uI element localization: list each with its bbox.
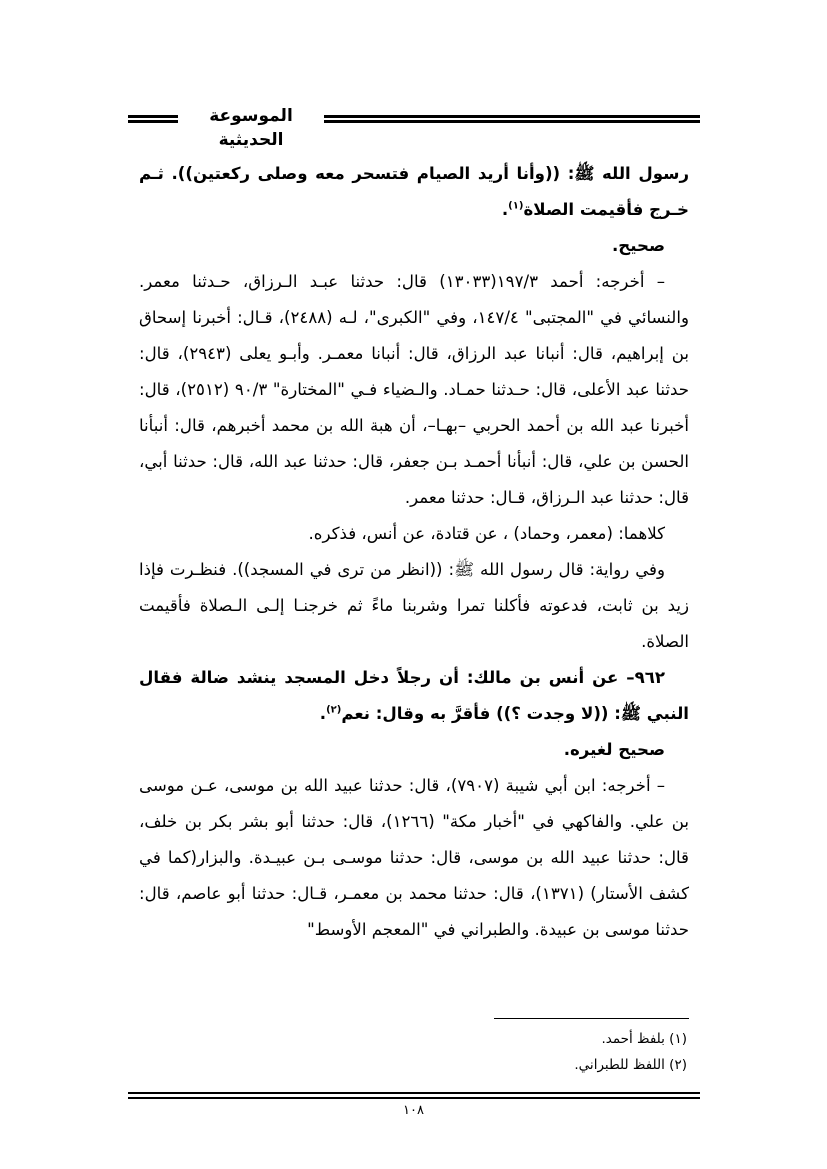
header-rule-left — [128, 115, 178, 118]
takhrij-1: – أخرجه: أحمد ١٩٧/٣(١٣٠٣٣) قال: حدثنا عبـد الـرزاق، حـدثنا معمر. والنسائي في "المجتبى" ١٤٧/٤، وفي "الكبرى"، لـه (٢٤٨٨)، قـال: أخبرنا إسحاق بن إبراهيم، قال: أنبانا عبد الرزاق، قال: أنبانا معمـر. وأبـو يعلى (٢٩٤٣)، قال: حدثنا عبد الأعلى، قال: حـدثنا حمـاد. والـضياء فـي "المختارة" ٩٠/٣ (٢٥١٢)، قال: أخبرنا عبد الله بن أحمد الحربي –بهـا–، أن هبة الله بن محمد أخبرهم، قال: أنبأنا الحسن بن علي، قال: أنبأنا أحمـد بـن جعفر، قال: حدثنا عبد الله، قال: حدثنا أبي، قال: حدثنا عبد الـرزاق، قـال: حدثنا معمر. — [139, 272, 690, 507]
another-narration: وفي رواية: قال رسول الله ﷺ: ((انظر من ترى في المسجد)). فنظـرت فإذا زيد بن ثابت، فدعوته فأكلنا تمرا وشربنا ماءً ثم خرجنـا إلـى الـصلاة فأقيمت الصلاة. — [139, 560, 689, 651]
takhrij-2: – أخرجه: ابن أبي شيبة (٧٩٠٧)، قال: حدثنا عبيد الله بن موسى، عـن موسى بن علي. والفاكهي في "أخبار مكة" (١٢٦٦)، قال: حدثنا أبو بشر بكر بن خلف، قال: حدثنا عبيد الله بن موسى، قال: حدثنا موسـى بـن عبيـدة. والبزار(كما في كشف الأستار) (١٣٧١)، قال: حدثنا محمد بن معمـر، قـال: حدثنا أبو عاصم، قال: حدثنا موسى بن عبيدة. والطبراني في "المعجم الأوسط" — [139, 776, 689, 939]
bottom-rule — [128, 1092, 700, 1094]
footnote-ref-1[interactable]: (١) — [508, 200, 524, 212]
header-title: الموسوعة الحديثية — [178, 104, 324, 152]
header-rule-right — [324, 115, 700, 118]
page-body — [139, 156, 689, 948]
hadith-continuation: رسول الله ﷺ: ((وأنا أريد الصيام فتسحر معه وصلى ركعتين)). ثـم خـرج فأقيمت الصلاة$^{(١)}$. — [139, 164, 689, 219]
footnotes — [139, 1026, 689, 1078]
footnote-ref-2[interactable]: (٢) — [326, 704, 342, 716]
header-rule-left — [128, 120, 178, 123]
page-number: ١٠٨ — [403, 1103, 424, 1118]
grade-2: صحيح لغيره. — [563, 740, 665, 759]
bottom-rule — [128, 1097, 700, 1099]
header-rule-right — [324, 120, 700, 123]
footnote-2: (٢) اللفظ للطبراني. — [574, 1057, 687, 1073]
both-chains: كلاهما: (معمر، وحماد) ، عن قتادة، عن أنس، فذكره. — [308, 524, 665, 543]
hadith-962: ٩٦٢– عن أنس بن مالك: أن رجلاً دخل المسجد ينشد ضالة فقال النبي ﷺ: ((لا وجدت ؟)) فأقرَّ به وقال: نعم$^{(٢)}$. — [139, 668, 689, 723]
footnote-separator — [494, 1018, 689, 1019]
footnote-1: (١) بلفظ أحمد. — [601, 1031, 687, 1047]
running-header — [128, 104, 700, 150]
grade-1: صحيح. — [611, 236, 665, 255]
